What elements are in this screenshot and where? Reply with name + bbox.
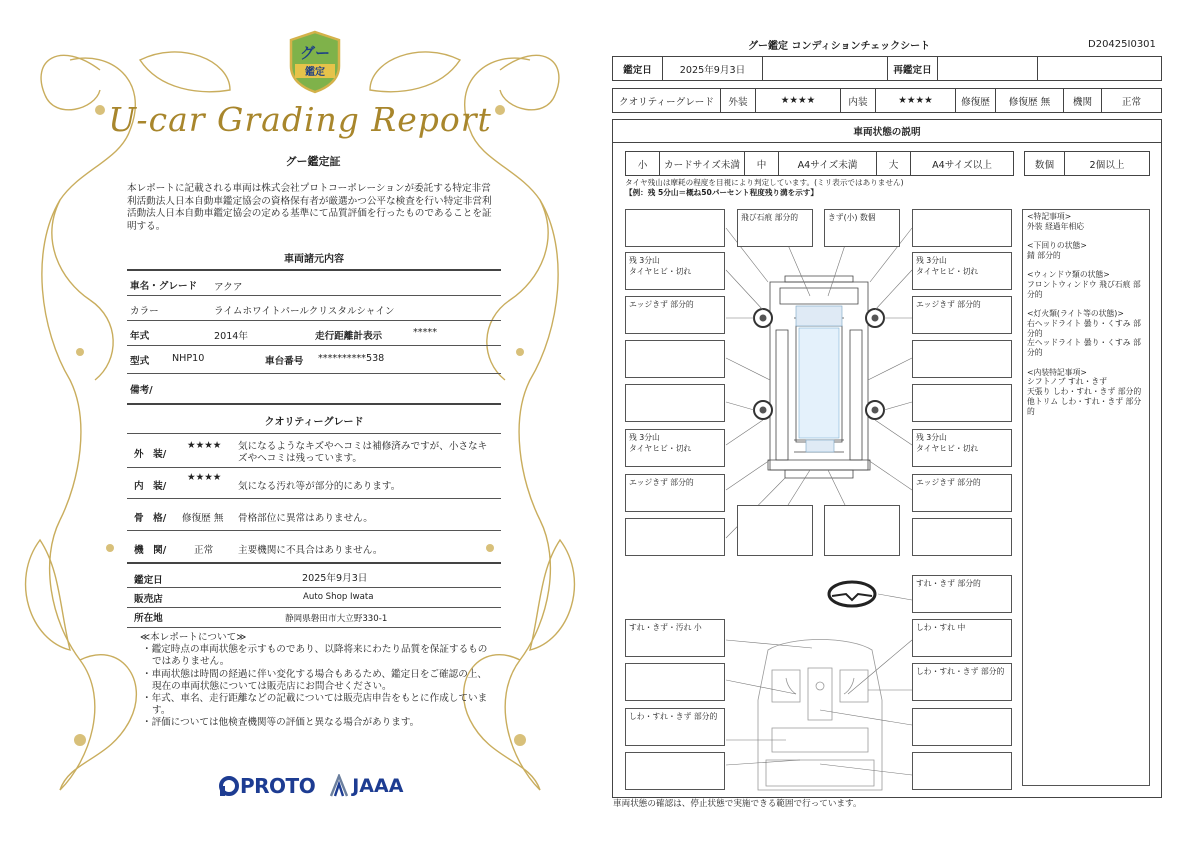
condition-box (625, 663, 725, 701)
note-group (1027, 368, 1145, 417)
note-head: <内装特記事項> (1027, 367, 1087, 377)
int-stars: ★★★★ (876, 89, 956, 112)
about-report (140, 632, 495, 730)
condition-box (912, 209, 1012, 247)
note-group (1027, 309, 1145, 358)
condition-box (625, 752, 725, 790)
steering-box: すれ・きず 部分的 (912, 575, 1012, 613)
condition-box (625, 384, 725, 422)
exterior-text: 気になるようなキズやヘコミは補修済みですが、小さなキズやヘコミは残っています。 (238, 441, 488, 464)
reinspect-value (938, 57, 1038, 80)
note-head: <灯火類(ライト等の状態)> (1027, 309, 1124, 319)
right-rear-tire-box: 残 3分山 タイヤヒビ・切れ (912, 429, 1012, 467)
date-value: 2025年9月3日 (663, 57, 763, 80)
divider (127, 345, 501, 346)
about-item: ・評価については他検査機関等の評価と異なる場合があります。 (142, 717, 420, 729)
condition-box (912, 708, 1012, 746)
grade-row (612, 88, 1162, 113)
date-value: 2025年9月3日 (302, 573, 368, 584)
divider (127, 607, 501, 608)
interior-label: 内 装/ (134, 481, 167, 492)
exterior-label: 外 装/ (134, 449, 167, 460)
left-front-tire-box: 残 3分山 タイヤヒビ・切れ (625, 252, 725, 290)
proto-mark-icon (218, 775, 240, 797)
note-head: <下回りの状態> (1027, 241, 1087, 251)
color-label: カラー (130, 306, 159, 317)
note-body: フロントウィンドウ 飛び石痕 部分的 (1027, 279, 1141, 299)
note-body: 錆 部分的 (1027, 250, 1061, 260)
certificate-title: グー鑑定証 (285, 155, 341, 168)
divider (127, 269, 501, 271)
goo-kantei-badge-icon (287, 30, 343, 94)
divider (127, 498, 501, 499)
tire-note-example: 【例：残 5分山＝概ね50パーセント程度残り溝を示す】 (625, 188, 818, 197)
note-group (1027, 270, 1145, 299)
note-body: 外装 経過年相応 (1027, 221, 1085, 231)
divider (127, 467, 501, 468)
model-label: 型式 (130, 356, 150, 367)
year-value: 2014年 (214, 331, 249, 342)
count-desc: 2個以上 (1089, 159, 1125, 171)
divider (127, 403, 501, 405)
condition-box (912, 752, 1012, 790)
mileage-label: 走行距離計表示 (315, 331, 383, 342)
shop-value: Auto Shop Iwata (303, 592, 374, 602)
badge-bottom-text: 鑑定 (305, 67, 325, 78)
condition-box (824, 505, 900, 556)
empty-cell (1038, 57, 1161, 80)
condition-box (625, 518, 725, 556)
size-large-desc: A4サイズ以上 (932, 159, 992, 171)
top-center-right-box: きず(小) 数個 (824, 209, 900, 247)
size-medium-desc: A4サイズ未満 (779, 152, 877, 175)
color-value: ライムホワイトパールクリスタルシャイン (214, 306, 395, 317)
interior-right-mid-box: しわ・すれ・きず 部分的 (912, 663, 1012, 701)
engine-label: 機関 (1064, 89, 1102, 112)
divider (127, 373, 501, 374)
date-label: 鑑定日 (134, 575, 163, 586)
special-notes (1022, 209, 1150, 786)
divider (127, 320, 501, 321)
note-body: シフトノブ すれ・きず 天張り しわ・すれ・きず 部分的 他トリム しわ・すれ・きず 部分的 (1027, 377, 1142, 416)
proto-logo-text: PROTO (240, 774, 316, 798)
about-title: ≪本レポートについて≫ (140, 632, 247, 643)
left-front-edge-box: エッジきず 部分的 (625, 296, 725, 334)
divider (127, 433, 501, 434)
note-group (1027, 241, 1145, 261)
badge-top-text: グー (299, 44, 331, 62)
address-label: 所在地 (134, 613, 163, 624)
divider (127, 627, 501, 628)
interior-stars: ★★★★ (187, 472, 222, 483)
left-rear-edge-box: エッジきず 部分的 (625, 474, 725, 512)
repair-value: 修復歴 無 (996, 89, 1064, 112)
remarks-label: 備考/ (130, 385, 153, 396)
script-title: U-car Grading Report (108, 100, 492, 139)
tire-note-text: タイヤ残山は摩耗の程度を目視により判定しています。(ミリ表示ではありません) (625, 178, 904, 187)
int-label: 内装 (841, 89, 876, 112)
shop-label: 販売店 (134, 594, 163, 605)
repair-label: 修復歴 (956, 89, 996, 112)
empty-cell (763, 57, 888, 80)
ext-stars: ★★★★ (756, 89, 841, 112)
footer-logos (218, 773, 403, 799)
about-item: ・鑑定時点の車両状態を示すものであり、以降将来にわたり品質を保証するものではありません。 (142, 644, 488, 668)
chassis-value: **********538 (318, 353, 385, 364)
model-value: NHP10 (172, 353, 205, 364)
size-small: 小 (626, 152, 660, 175)
explanation-title: 車両状態の説明 (612, 119, 1162, 143)
exterior-stars: ★★★★ (187, 440, 222, 451)
size-legend (625, 151, 1014, 176)
engine-text: 主要機関に不具合はありません。 (238, 545, 383, 556)
grade-label: クオリティーグレード (613, 89, 721, 112)
size-large: 大 (877, 152, 911, 175)
spec-section-title: 車両諸元内容 (284, 254, 344, 265)
date-label: 鑑定日 (613, 57, 663, 80)
jaaa-mark-icon (329, 774, 349, 798)
tire-note (625, 178, 904, 198)
right-front-edge-box: エッジきず 部分的 (912, 296, 1012, 334)
interior-right-front-box: しわ・すれ 中 (912, 619, 1012, 657)
right-rear-edge-box: エッジきず 部分的 (912, 474, 1012, 512)
condition-box (912, 384, 1012, 422)
car-name-value: アクア (214, 282, 243, 293)
condition-box (737, 505, 813, 556)
divider (127, 587, 501, 588)
size-medium: 中 (745, 152, 779, 175)
frame-label: 骨 格/ (134, 513, 167, 524)
mileage-value: ***** (413, 327, 437, 338)
frame-value: 修復歴 無 (182, 513, 224, 524)
condition-box (625, 340, 725, 378)
about-item: ・車両状態は時間の経過に伴い変化する場合もあるため、鑑定日をご確認の上、現在の車両状態については販売店にお問合せください。 (142, 668, 487, 692)
count-legend (1024, 151, 1150, 176)
certificate-text: 本レポートに記載される車両は株式会社プロトコーポレーションが委託する特定非営利活動法人日本自動車鑑定協会の資格保有者が厳選かつ公平な検査を行い特定非営利活動法人日本自動車鑑定協会の定める基準にて品質評価を行ったものであることを証明する。 (127, 183, 492, 232)
condition-box (912, 518, 1012, 556)
year-label: 年式 (130, 331, 150, 342)
car-name-label: 車名・グレード (130, 281, 198, 292)
chassis-label: 車台番号 (265, 356, 304, 367)
condition-box (625, 209, 725, 247)
divider (127, 530, 501, 531)
right-front-tire-box: 残 3分山 タイヤヒビ・切れ (912, 252, 1012, 290)
sheet-title: グー鑑定 コンディションチェックシート (748, 41, 931, 52)
ext-label: 外装 (721, 89, 756, 112)
left-rear-tire-box: 残 3分山 タイヤヒビ・切れ (625, 429, 725, 467)
engine-label: 機 関/ (134, 545, 167, 556)
quality-section-title: クオリティーグレード (264, 417, 364, 428)
engine-value: 正常 (194, 545, 214, 556)
sheet-code: D20425I0301 (1088, 39, 1156, 50)
address-value: 静岡県磐田市大立野330-1 (285, 614, 388, 624)
note-group (1027, 212, 1145, 232)
note-head: <特記事項> (1027, 212, 1072, 221)
interior-text: 気になる汚れ等が部分的にあります。 (238, 481, 401, 492)
engine-value: 正常 (1121, 96, 1142, 108)
reinspect-label: 再鑑定日 (888, 57, 938, 80)
count-label: 数個 (1025, 152, 1065, 175)
jaaa-logo (329, 774, 403, 798)
note-body: 右ヘッドライト 曇り・くすみ 部分的 左ヘッドライト 曇り・くすみ 部分的 (1027, 318, 1141, 358)
jaaa-logo-text: JAAA (352, 775, 404, 797)
divider (127, 295, 501, 296)
about-item: ・年式、車名、走行距離などの記載については販売店申告をもとに作成しています。 (142, 693, 488, 717)
interior-left-mid-box: しわ・すれ・きず 部分的 (625, 708, 725, 746)
proto-logo (218, 774, 315, 798)
size-small-desc: カードサイズ未満 (660, 152, 745, 175)
date-row (612, 56, 1162, 81)
sheet-footer: 車両状態の確認は、停止状態で実施できる範囲で行っています。 (613, 799, 862, 809)
condition-check-sheet (600, 0, 1200, 848)
interior-left-front-box: すれ・きず・汚れ 小 (625, 619, 725, 657)
divider (127, 562, 501, 564)
note-head: <ウィンドウ類の状態> (1027, 270, 1110, 280)
frame-text: 骨格部位に異常はありません。 (238, 513, 373, 524)
top-center-left-box: 飛び石痕 部分的 (737, 209, 813, 247)
condition-box (912, 340, 1012, 378)
